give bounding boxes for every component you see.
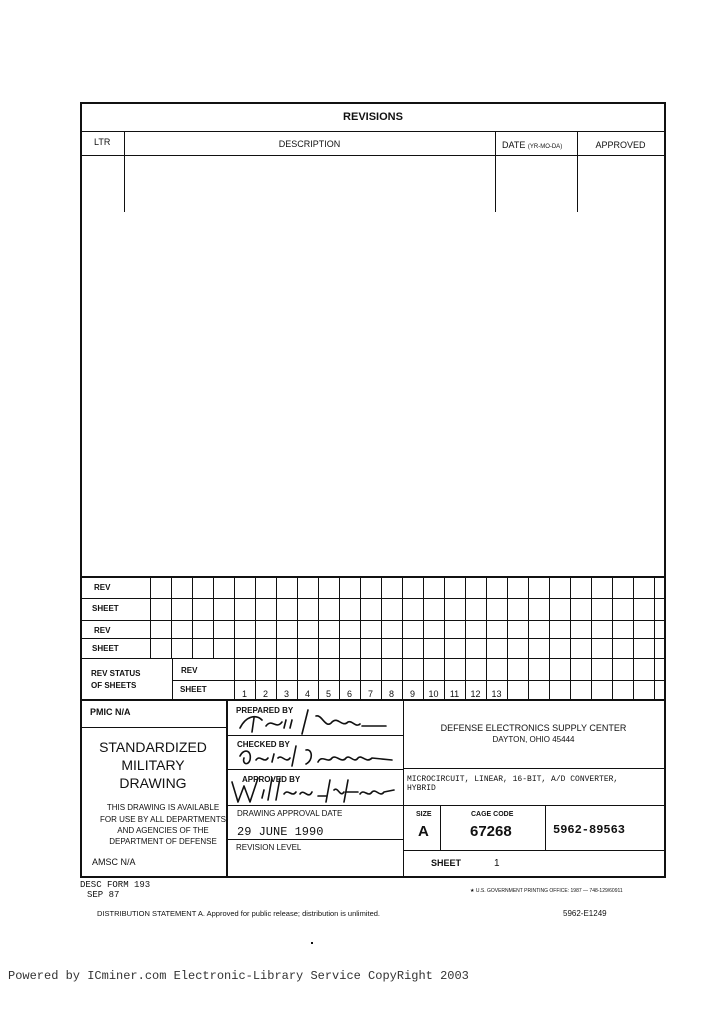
column-approved: APPROVED (595, 140, 646, 150)
rev-label-2: REV (94, 626, 111, 635)
grid-column-line (465, 576, 466, 699)
column-date-format: (YR-MO-DA) (527, 144, 563, 150)
grid-column-line (444, 576, 445, 699)
availability-line-1: THIS DRAWING IS AVAILABLE (106, 803, 220, 812)
drawing-number: 5962-89563 (553, 823, 626, 837)
grid-column-line (276, 576, 277, 699)
grid-column-line (654, 576, 655, 699)
prepared-by-label: PREPARED BY (236, 706, 294, 715)
availability-line-3: AND AGENCIES OF THE (117, 826, 209, 835)
availability-line-2: FOR USE BY ALL DEPARTMENTS (100, 815, 226, 824)
agency-location: DAYTON, OHIO 45444 (492, 735, 575, 744)
sheet-number-4: 4 (304, 689, 310, 699)
size-value: A (418, 823, 429, 840)
sheet-label: SHEET (431, 858, 462, 868)
revision-level-label: REVISION LEVEL (236, 843, 302, 852)
column-date (502, 140, 562, 150)
column-date-label: DATE (502, 140, 526, 150)
grid-column-line (486, 576, 487, 699)
availability-line-4: DEPARTMENT OF DEFENSE (109, 837, 217, 846)
revisions-title: REVISIONS (343, 111, 403, 123)
sheet-number-10: 10 (428, 689, 439, 699)
grid-column-line (402, 576, 403, 699)
grid-column-line (633, 576, 634, 699)
approval-date-label: DRAWING APPROVAL DATE (237, 809, 343, 818)
sheet-number-1: 1 (241, 689, 247, 699)
sheet-label-1: SHEET (92, 604, 119, 613)
sheet-number-7: 7 (367, 689, 373, 699)
grid-column-line (591, 576, 592, 699)
document-number: 5962-E1249 (563, 909, 607, 918)
prepared-by-signature (232, 706, 402, 736)
grid-column-line (234, 576, 235, 699)
checked-by-label: CHECKED BY (237, 740, 290, 749)
form-date: SEP 87 (87, 890, 120, 900)
rev-status-rev-label: REV (181, 666, 198, 675)
grid-column-line (612, 576, 613, 699)
smd-title-line1: STANDARDIZED (99, 739, 207, 755)
drawing-title-line1: MICROCIRCUIT, LINEAR, 16-BIT, A/D CONVERTER, (407, 775, 619, 784)
rev-status-label-line2: OF SHEETS (91, 681, 137, 690)
grid-column-line (528, 576, 529, 699)
powered-by: Powered by ICminer.com Electronic-Library Service CopyRight 2003 (8, 969, 469, 983)
size-label: SIZE (416, 811, 432, 818)
form-number: DESC FORM 193 (80, 880, 151, 890)
dot-mark (311, 942, 313, 944)
smd-title-line3: DRAWING (119, 775, 187, 791)
grid-column-line (192, 576, 193, 658)
cage-code-label: CAGE CODE (471, 811, 514, 818)
sheet-label-2: SHEET (92, 644, 119, 653)
sheet-number-9: 9 (409, 689, 415, 699)
sheet-number: 1 (494, 858, 500, 869)
agency-name: DEFENSE ELECTRONICS SUPPLY CENTER (440, 723, 627, 733)
sheet-number-5: 5 (325, 689, 331, 699)
sheet-number-11: 11 (449, 689, 460, 699)
grid-column-line (423, 576, 424, 699)
grid-column-line (507, 576, 508, 699)
column-description: DESCRIPTION (278, 139, 341, 149)
sheet-number-3: 3 (283, 689, 289, 699)
grid-column-line (255, 576, 256, 699)
pmic-label: PMIC N/A (90, 707, 131, 717)
grid-column-line (360, 576, 361, 699)
smd-title-line2: MILITARY (121, 757, 185, 773)
sheet-number-2: 2 (262, 689, 268, 699)
rev-status-label-line1: REV STATUS (91, 669, 141, 678)
printing-office-note: ★ U.S. GOVERNMENT PRINTING OFFICE: 1987 — 748-129/60911 (470, 888, 623, 894)
drawing-title-line2: HYBRID (407, 784, 436, 793)
grid-column-line (318, 576, 319, 699)
checked-by-signature (232, 742, 402, 770)
rev-status-sheet-label: SHEET (180, 685, 207, 694)
grid-column-line (150, 576, 151, 658)
grid-column-line (171, 576, 172, 658)
column-ltr: LTR (94, 137, 111, 147)
approval-date-value: 29 JUNE 1990 (237, 825, 324, 839)
sheet-number-12: 12 (470, 689, 481, 699)
grid-column-line (213, 576, 214, 658)
sheet-number-6: 6 (346, 689, 352, 699)
grid-column-line (339, 576, 340, 699)
cage-code-value: 67268 (470, 823, 512, 840)
approved-by-label: APPROVED BY (242, 775, 301, 784)
sheet-number-8: 8 (388, 689, 394, 699)
distribution-statement: DISTRIBUTION STATEMENT A. Approved for public release; distribution is unlimited. (97, 909, 381, 918)
approved-by-signature (226, 772, 398, 806)
amsc-label: AMSC N/A (92, 857, 136, 867)
grid-column-line (381, 576, 382, 699)
grid-column-line (570, 576, 571, 699)
grid-column-line (297, 576, 298, 699)
rev-label-1: REV (94, 583, 111, 592)
sheet-number-13: 13 (491, 689, 502, 699)
grid-column-line (549, 576, 550, 699)
